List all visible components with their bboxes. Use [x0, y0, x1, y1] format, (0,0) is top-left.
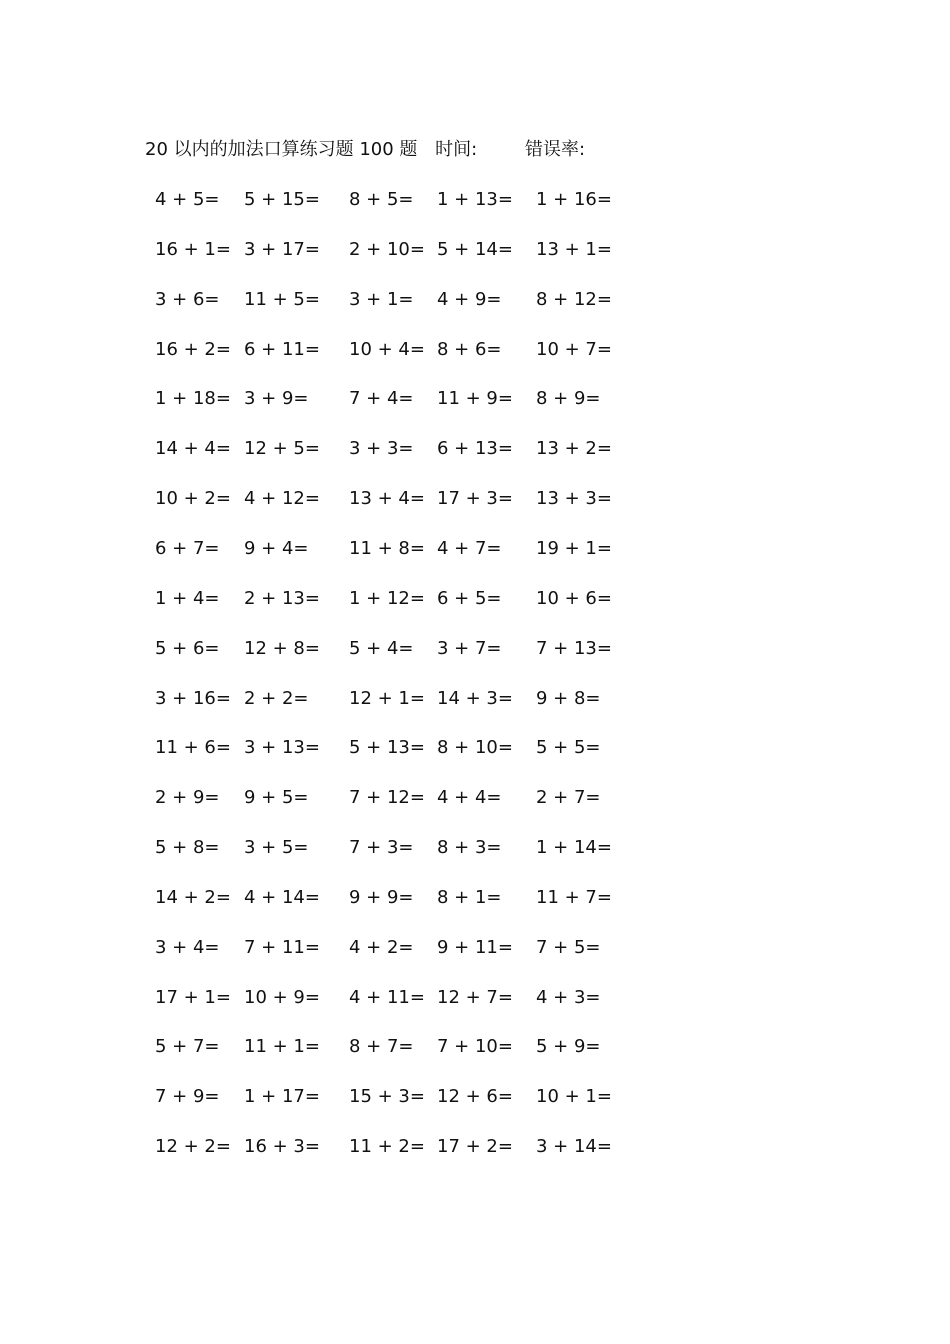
problem-row: [0, 1082, 950, 1112]
addition-problem: 9 + 8=: [536, 687, 601, 709]
addition-problem: 4 + 7=: [437, 537, 502, 559]
addition-problem: 17 + 3=: [437, 488, 513, 510]
addition-problem: 5 + 5=: [536, 737, 601, 759]
addition-problem: 16 + 3=: [244, 1136, 320, 1158]
addition-problem: 10 + 1=: [536, 1086, 612, 1108]
addition-problem: 11 + 6=: [155, 737, 231, 759]
addition-problem: 6 + 7=: [155, 537, 220, 559]
addition-problem: 1 + 16=: [536, 189, 612, 210]
problem-row: [0, 534, 950, 564]
addition-problem: 7 + 4=: [349, 388, 414, 410]
problem-row: [0, 584, 950, 614]
addition-problem: 4 + 11=: [349, 986, 425, 1008]
addition-problem: 1 + 13=: [437, 189, 513, 210]
addition-problem: 5 + 8=: [155, 837, 220, 859]
addition-problem: 3 + 7=: [437, 637, 502, 659]
addition-problem: 14 + 2=: [155, 886, 231, 908]
addition-problem: 7 + 5=: [536, 936, 601, 958]
problem-row: [0, 335, 950, 365]
addition-problem: 12 + 7=: [437, 986, 513, 1008]
addition-problem: 7 + 3=: [349, 837, 414, 859]
addition-problem: 1 + 17=: [244, 1086, 320, 1108]
time-label: 时间:: [435, 139, 478, 160]
addition-problem: 10 + 4=: [349, 338, 425, 360]
addition-problem: 3 + 6=: [155, 288, 220, 310]
worksheet-header: [145, 137, 585, 163]
addition-problem: 3 + 1=: [349, 288, 414, 310]
addition-problem: 4 + 14=: [244, 886, 320, 908]
addition-problem: 8 + 10=: [437, 737, 513, 759]
addition-problem: 2 + 13=: [244, 587, 320, 609]
problem-row: [0, 1032, 950, 1062]
addition-problem: 4 + 3=: [536, 986, 601, 1008]
addition-problem: 2 + 2=: [244, 687, 309, 709]
addition-problem: 6 + 11=: [244, 338, 320, 360]
addition-problem: 16 + 1=: [155, 238, 231, 260]
addition-problem: 1 + 18=: [155, 388, 231, 410]
addition-problem: 15 + 3=: [349, 1086, 425, 1108]
addition-problem: 13 + 4=: [349, 488, 425, 510]
addition-problem: 1 + 12=: [349, 587, 425, 609]
addition-problem: 3 + 4=: [155, 936, 220, 958]
addition-problem: 9 + 9=: [349, 886, 414, 908]
addition-problem: 11 + 7=: [536, 886, 612, 908]
addition-problem: 4 + 9=: [437, 288, 502, 310]
addition-problem: 9 + 5=: [244, 787, 309, 809]
addition-problem: 6 + 13=: [437, 438, 513, 460]
addition-problem: 8 + 12=: [536, 288, 612, 310]
addition-problem: 3 + 16=: [155, 687, 231, 709]
addition-problem: 14 + 3=: [437, 687, 513, 709]
addition-problem: 8 + 1=: [437, 886, 502, 908]
addition-problem: 2 + 9=: [155, 787, 220, 809]
addition-problem: 2 + 10=: [349, 238, 425, 260]
problem-row: [0, 933, 950, 963]
addition-problem: 2 + 7=: [536, 787, 601, 809]
problem-row: [0, 185, 950, 215]
addition-problem: 13 + 1=: [536, 238, 612, 260]
worksheet-title: 20 以内的加法口算练习题 100 题: [145, 139, 418, 160]
addition-problem: 8 + 6=: [437, 338, 502, 360]
problem-row: [0, 484, 950, 514]
addition-problem: 17 + 1=: [155, 986, 231, 1008]
problem-row: [0, 833, 950, 863]
addition-problem: 13 + 2=: [536, 438, 612, 460]
addition-problem: 12 + 1=: [349, 687, 425, 709]
addition-problem: 5 + 13=: [349, 737, 425, 759]
addition-problem: 1 + 4=: [155, 587, 220, 609]
addition-problem: 10 + 7=: [536, 338, 612, 360]
addition-problem: 12 + 2=: [155, 1136, 231, 1158]
addition-problem: 3 + 14=: [536, 1136, 612, 1158]
addition-problem: 10 + 6=: [536, 587, 612, 609]
addition-problem: 5 + 14=: [437, 238, 513, 260]
addition-problem: 12 + 8=: [244, 637, 320, 659]
problem-row: [0, 783, 950, 813]
addition-problem: 1 + 14=: [536, 837, 612, 859]
addition-problem: 5 + 15=: [244, 189, 320, 210]
addition-problem: 16 + 2=: [155, 338, 231, 360]
addition-problem: 8 + 5=: [349, 189, 414, 210]
addition-problem: 8 + 3=: [437, 837, 502, 859]
addition-problem: 7 + 10=: [437, 1036, 513, 1058]
addition-problem: 7 + 11=: [244, 936, 320, 958]
addition-problem: 9 + 11=: [437, 936, 513, 958]
addition-problem: 3 + 17=: [244, 238, 320, 260]
addition-problem: 3 + 13=: [244, 737, 320, 759]
addition-problem: 14 + 4=: [155, 438, 231, 460]
addition-problem: 7 + 12=: [349, 787, 425, 809]
addition-problem: 17 + 2=: [437, 1136, 513, 1158]
addition-problem: 11 + 9=: [437, 388, 513, 410]
addition-problem: 3 + 3=: [349, 438, 414, 460]
problem-row: [0, 733, 950, 763]
problem-row: [0, 983, 950, 1013]
addition-problem: 5 + 9=: [536, 1036, 601, 1058]
addition-problem: 19 + 1=: [536, 537, 612, 559]
addition-problem: 5 + 6=: [155, 637, 220, 659]
addition-problem: 4 + 12=: [244, 488, 320, 510]
addition-problem: 11 + 1=: [244, 1036, 320, 1058]
addition-problem: 9 + 4=: [244, 537, 309, 559]
problem-row: [0, 235, 950, 265]
problem-row: [0, 1132, 950, 1162]
problem-row: [0, 384, 950, 414]
problem-row: [0, 285, 950, 315]
problem-row: [0, 634, 950, 664]
addition-problem: 12 + 6=: [437, 1086, 513, 1108]
addition-problem: 3 + 5=: [244, 837, 309, 859]
addition-problem: 10 + 9=: [244, 986, 320, 1008]
problem-row: [0, 684, 950, 714]
addition-problem: 4 + 2=: [349, 936, 414, 958]
addition-problem: 11 + 8=: [349, 537, 425, 559]
addition-problem: 12 + 5=: [244, 438, 320, 460]
addition-problem: 5 + 4=: [349, 637, 414, 659]
addition-problem: 11 + 5=: [244, 288, 320, 310]
addition-problem: 4 + 4=: [437, 787, 502, 809]
addition-problem: 10 + 2=: [155, 488, 231, 510]
addition-problem: 7 + 13=: [536, 637, 612, 659]
addition-problem: 4 + 5=: [155, 189, 220, 210]
problem-row: [0, 883, 950, 913]
problem-row: [0, 434, 950, 464]
addition-problem: 8 + 7=: [349, 1036, 414, 1058]
addition-problem: 5 + 7=: [155, 1036, 220, 1058]
addition-problem: 3 + 9=: [244, 388, 309, 410]
addition-problem: 7 + 9=: [155, 1086, 220, 1108]
addition-problem: 8 + 9=: [536, 388, 601, 410]
addition-problem: 6 + 5=: [437, 587, 502, 609]
addition-problem: 13 + 3=: [536, 488, 612, 510]
addition-problem: 11 + 2=: [349, 1136, 425, 1158]
error-rate-label: 错误率:: [524, 139, 586, 160]
